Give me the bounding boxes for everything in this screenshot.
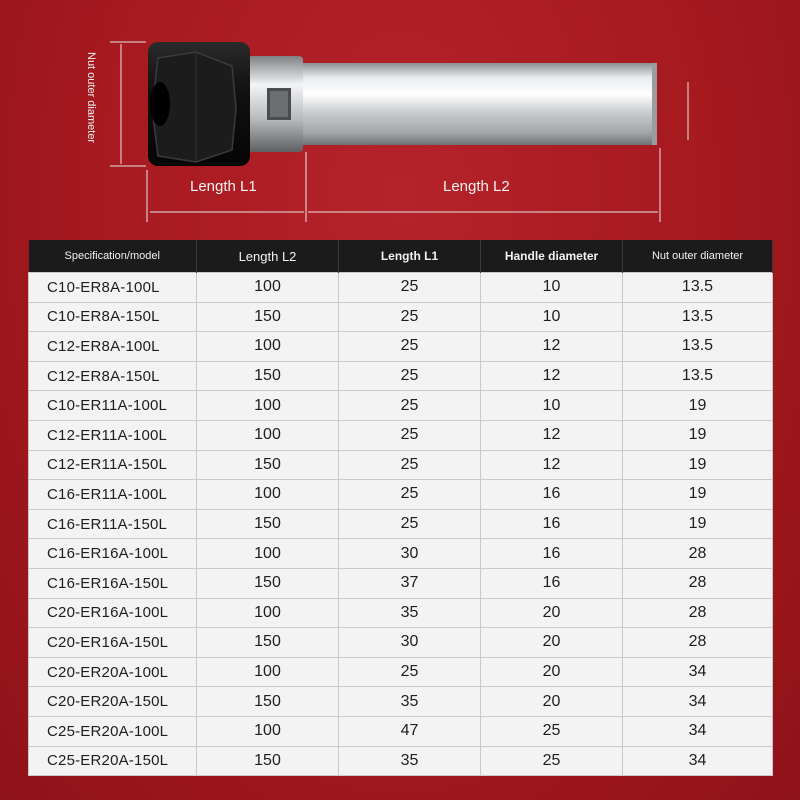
cell-nut-outer-diameter: 19 bbox=[623, 391, 773, 421]
cell-handle-diameter: 12 bbox=[481, 361, 623, 391]
cell-handle-diameter: 12 bbox=[481, 332, 623, 362]
cell-handle-diameter: 16 bbox=[481, 509, 623, 539]
header-specification-model: Specification/model bbox=[29, 240, 197, 273]
table-row bbox=[29, 657, 773, 687]
cell-length-l2: 100 bbox=[197, 391, 339, 421]
table-header-row bbox=[29, 240, 773, 273]
cell-handle-diameter: 12 bbox=[481, 420, 623, 450]
cell-handle-diameter: 16 bbox=[481, 539, 623, 569]
length-l1-label: Length L1 bbox=[190, 178, 257, 195]
cell-model: C10-ER8A-150L bbox=[29, 302, 197, 332]
cell-length-l2: 150 bbox=[197, 302, 339, 332]
cell-nut-outer-diameter: 19 bbox=[623, 420, 773, 450]
cell-model: C16-ER16A-150L bbox=[29, 568, 197, 598]
cell-handle-diameter: 12 bbox=[481, 450, 623, 480]
cell-length-l1: 25 bbox=[339, 509, 481, 539]
table-row bbox=[29, 273, 773, 303]
cell-nut-outer-diameter: 13.5 bbox=[623, 273, 773, 303]
cell-handle-diameter: 25 bbox=[481, 716, 623, 746]
table-row bbox=[29, 450, 773, 480]
cell-length-l2: 150 bbox=[197, 509, 339, 539]
header-handle-diameter: Handle diameter bbox=[481, 240, 623, 273]
cell-model: C25-ER20A-150L bbox=[29, 746, 197, 776]
cell-nut-outer-diameter: 34 bbox=[623, 716, 773, 746]
cell-handle-diameter: 16 bbox=[481, 568, 623, 598]
table-row bbox=[29, 716, 773, 746]
cell-nut-outer-diameter: 28 bbox=[623, 539, 773, 569]
cell-model: C12-ER8A-150L bbox=[29, 361, 197, 391]
collet-body bbox=[245, 56, 303, 152]
table-row bbox=[29, 420, 773, 450]
cell-length-l2: 150 bbox=[197, 450, 339, 480]
cell-model: C16-ER16A-100L bbox=[29, 539, 197, 569]
table-row bbox=[29, 509, 773, 539]
cell-handle-diameter: 20 bbox=[481, 657, 623, 687]
cell-nut-outer-diameter: 13.5 bbox=[623, 302, 773, 332]
table-row bbox=[29, 628, 773, 658]
header-length-l2: Length L2 bbox=[197, 240, 339, 273]
length-l2-label: Length L2 bbox=[443, 178, 510, 195]
cell-handle-diameter: 16 bbox=[481, 480, 623, 510]
cell-model: C16-ER11A-100L bbox=[29, 480, 197, 510]
nut-outer-diameter-label: Nut outer diameter bbox=[85, 52, 97, 144]
cell-model: C20-ER20A-100L bbox=[29, 657, 197, 687]
cell-length-l1: 25 bbox=[339, 657, 481, 687]
cell-length-l1: 47 bbox=[339, 716, 481, 746]
cell-model: C12-ER11A-150L bbox=[29, 450, 197, 480]
cell-handle-diameter: 20 bbox=[481, 628, 623, 658]
table-row bbox=[29, 332, 773, 362]
cell-length-l1: 25 bbox=[339, 332, 481, 362]
cell-length-l1: 35 bbox=[339, 687, 481, 717]
cell-length-l1: 25 bbox=[339, 302, 481, 332]
cell-length-l1: 25 bbox=[339, 450, 481, 480]
cell-handle-diameter: 10 bbox=[481, 391, 623, 421]
cell-model: C16-ER11A-150L bbox=[29, 509, 197, 539]
cell-length-l2: 100 bbox=[197, 539, 339, 569]
cell-model: C10-ER11A-100L bbox=[29, 391, 197, 421]
cell-length-l2: 150 bbox=[197, 746, 339, 776]
cell-length-l2: 100 bbox=[197, 332, 339, 362]
table-row bbox=[29, 361, 773, 391]
cell-handle-diameter: 10 bbox=[481, 302, 623, 332]
cell-length-l2: 150 bbox=[197, 361, 339, 391]
cell-length-l2: 100 bbox=[197, 420, 339, 450]
cell-nut-outer-diameter: 28 bbox=[623, 568, 773, 598]
cell-nut-outer-diameter: 19 bbox=[623, 480, 773, 510]
cell-nut-outer-diameter: 19 bbox=[623, 450, 773, 480]
cell-nut-outer-diameter: 13.5 bbox=[623, 361, 773, 391]
cell-model: C20-ER16A-150L bbox=[29, 628, 197, 658]
cell-length-l2: 100 bbox=[197, 716, 339, 746]
cell-length-l1: 35 bbox=[339, 746, 481, 776]
cell-length-l2: 100 bbox=[197, 480, 339, 510]
cell-model: C20-ER16A-100L bbox=[29, 598, 197, 628]
cell-model: C25-ER20A-100L bbox=[29, 716, 197, 746]
cell-length-l2: 100 bbox=[197, 657, 339, 687]
table-row bbox=[29, 302, 773, 332]
table-row bbox=[29, 391, 773, 421]
cell-handle-diameter: 25 bbox=[481, 746, 623, 776]
cell-length-l1: 25 bbox=[339, 391, 481, 421]
cell-length-l2: 100 bbox=[197, 598, 339, 628]
cell-nut-outer-diameter: 34 bbox=[623, 746, 773, 776]
table-row bbox=[29, 480, 773, 510]
cell-length-l1: 25 bbox=[339, 273, 481, 303]
table-row bbox=[29, 598, 773, 628]
cell-nut-outer-diameter: 28 bbox=[623, 598, 773, 628]
cell-length-l1: 25 bbox=[339, 480, 481, 510]
table-row bbox=[29, 687, 773, 717]
cell-length-l2: 100 bbox=[197, 273, 339, 303]
cell-model: C10-ER8A-100L bbox=[29, 273, 197, 303]
cell-length-l1: 25 bbox=[339, 361, 481, 391]
cell-length-l1: 30 bbox=[339, 539, 481, 569]
cell-length-l2: 150 bbox=[197, 628, 339, 658]
header-length-l1: Length L1 bbox=[339, 240, 481, 273]
header-nut-outer-diameter: Nut outer diameter bbox=[623, 240, 773, 273]
table-row bbox=[29, 539, 773, 569]
cell-length-l1: 35 bbox=[339, 598, 481, 628]
er-nut bbox=[148, 42, 250, 166]
table-row bbox=[29, 568, 773, 598]
cell-nut-outer-diameter: 13.5 bbox=[623, 332, 773, 362]
cell-length-l1: 25 bbox=[339, 420, 481, 450]
tool-holder-diagram bbox=[0, 0, 800, 240]
cell-nut-outer-diameter: 19 bbox=[623, 509, 773, 539]
table-row bbox=[29, 746, 773, 776]
cell-model: C12-ER11A-100L bbox=[29, 420, 197, 450]
cell-model: C12-ER8A-100L bbox=[29, 332, 197, 362]
cell-handle-diameter: 20 bbox=[481, 598, 623, 628]
table-body bbox=[29, 273, 773, 776]
cell-model: C20-ER20A-150L bbox=[29, 687, 197, 717]
cell-handle-diameter: 10 bbox=[481, 273, 623, 303]
cell-nut-outer-diameter: 34 bbox=[623, 657, 773, 687]
cell-nut-outer-diameter: 28 bbox=[623, 628, 773, 658]
cell-handle-diameter: 20 bbox=[481, 687, 623, 717]
cell-length-l2: 150 bbox=[197, 687, 339, 717]
cell-length-l1: 30 bbox=[339, 628, 481, 658]
cell-nut-outer-diameter: 34 bbox=[623, 687, 773, 717]
cell-length-l1: 37 bbox=[339, 568, 481, 598]
spec-table bbox=[28, 240, 773, 776]
cell-length-l2: 150 bbox=[197, 568, 339, 598]
shank bbox=[300, 63, 657, 145]
